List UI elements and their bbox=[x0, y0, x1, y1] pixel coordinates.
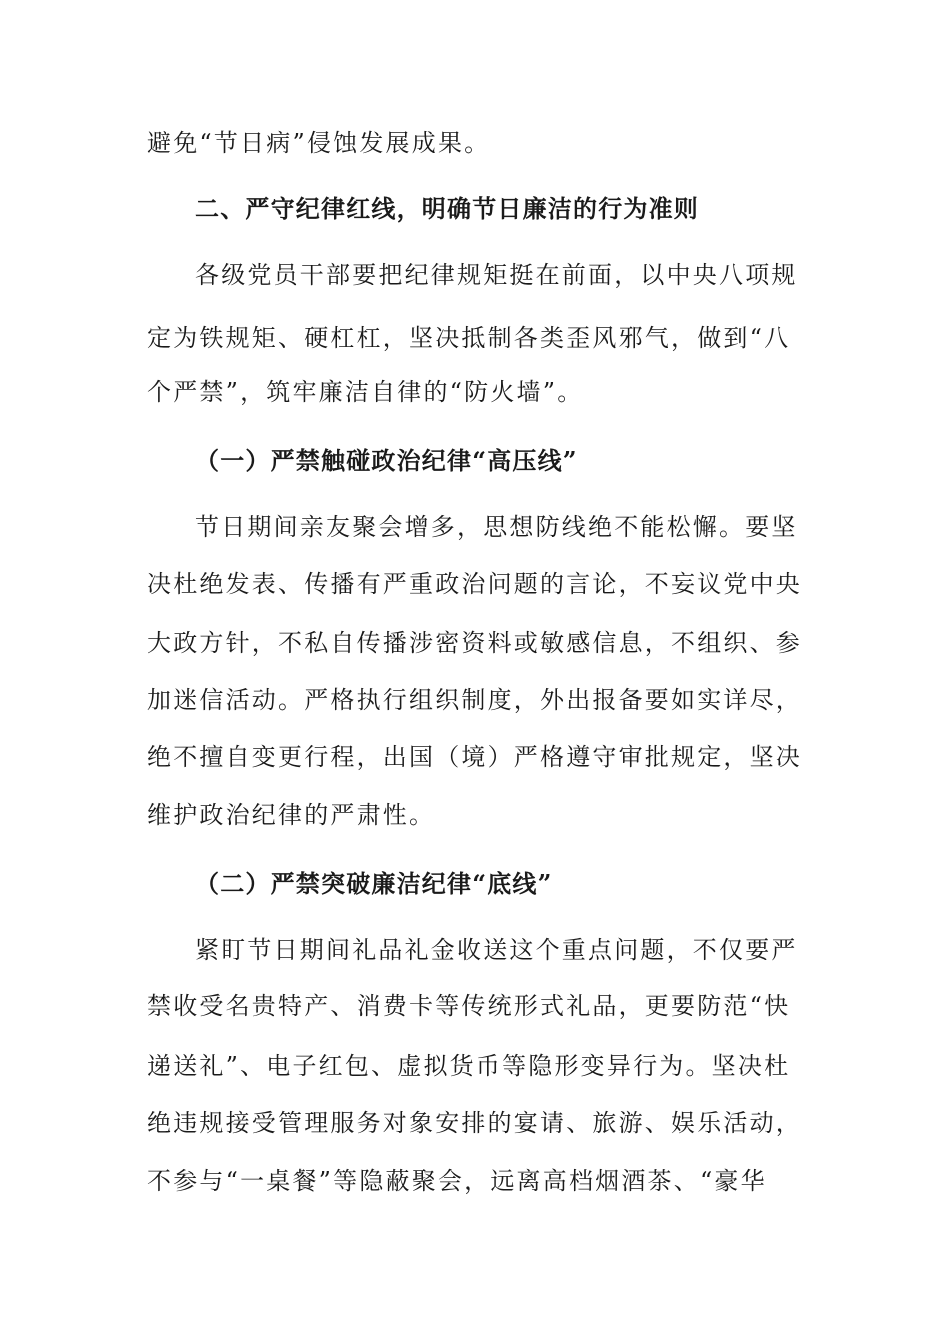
paragraph-line: 维护政治纪律的严肃性。 bbox=[147, 801, 436, 829]
paragraph-line: 紧盯节日期间礼品礼金收送这个重点问题，不仅要严 bbox=[195, 936, 798, 964]
paragraph-line: 定为铁规矩、硬杠杠，坚决抵制各类歪风邪气，做到“八 bbox=[147, 324, 791, 352]
paragraph-line: 决杜绝发表、传播有严重政治问题的言论，不妄议党中央 bbox=[147, 570, 802, 598]
paragraph-line: 节日期间亲友聚会增多，思想防线绝不能松懈。要坚 bbox=[195, 513, 798, 541]
paragraph-line: 绝不擅自变更行程，出国（境）严格遵守审批规定，坚决 bbox=[147, 743, 802, 771]
paragraph-line: 禁收受名贵特产、消费卡等传统形式礼品，更要防范“快 bbox=[147, 992, 791, 1020]
section-heading: 二、严守纪律红线，明确节日廉洁的行为准则 bbox=[195, 194, 699, 223]
paragraph-line: 个严禁”，筑牢廉洁自律的“防火墙”。 bbox=[147, 378, 584, 406]
subsection-heading: （二）严禁突破廉洁纪律“底线” bbox=[195, 869, 553, 898]
paragraph-line: 加迷信活动。严格执行组织制度，外出报备要如实详尽， bbox=[147, 686, 802, 714]
subsection-heading: （一）严禁触碰政治纪律“高压线” bbox=[195, 446, 578, 475]
paragraph-line: 不参与“一桌餐”等隐蔽聚会，远离高档烟酒茶、“豪华 bbox=[147, 1167, 767, 1195]
paragraph-line: 避免“节日病”侵蚀发展成果。 bbox=[147, 129, 491, 157]
paragraph-line: 各级党员干部要把纪律规矩挺在前面，以中央八项规 bbox=[195, 261, 798, 289]
paragraph-line: 递送礼”、电子红包、虚拟货币等隐形变异行为。坚决杜 bbox=[147, 1052, 791, 1080]
paragraph-line: 大政方针，不私自传播涉密资料或敏感信息，不组织、参 bbox=[147, 629, 802, 657]
paragraph-line: 绝违规接受管理服务对象安排的宴请、旅游、娱乐活动， bbox=[147, 1109, 802, 1137]
